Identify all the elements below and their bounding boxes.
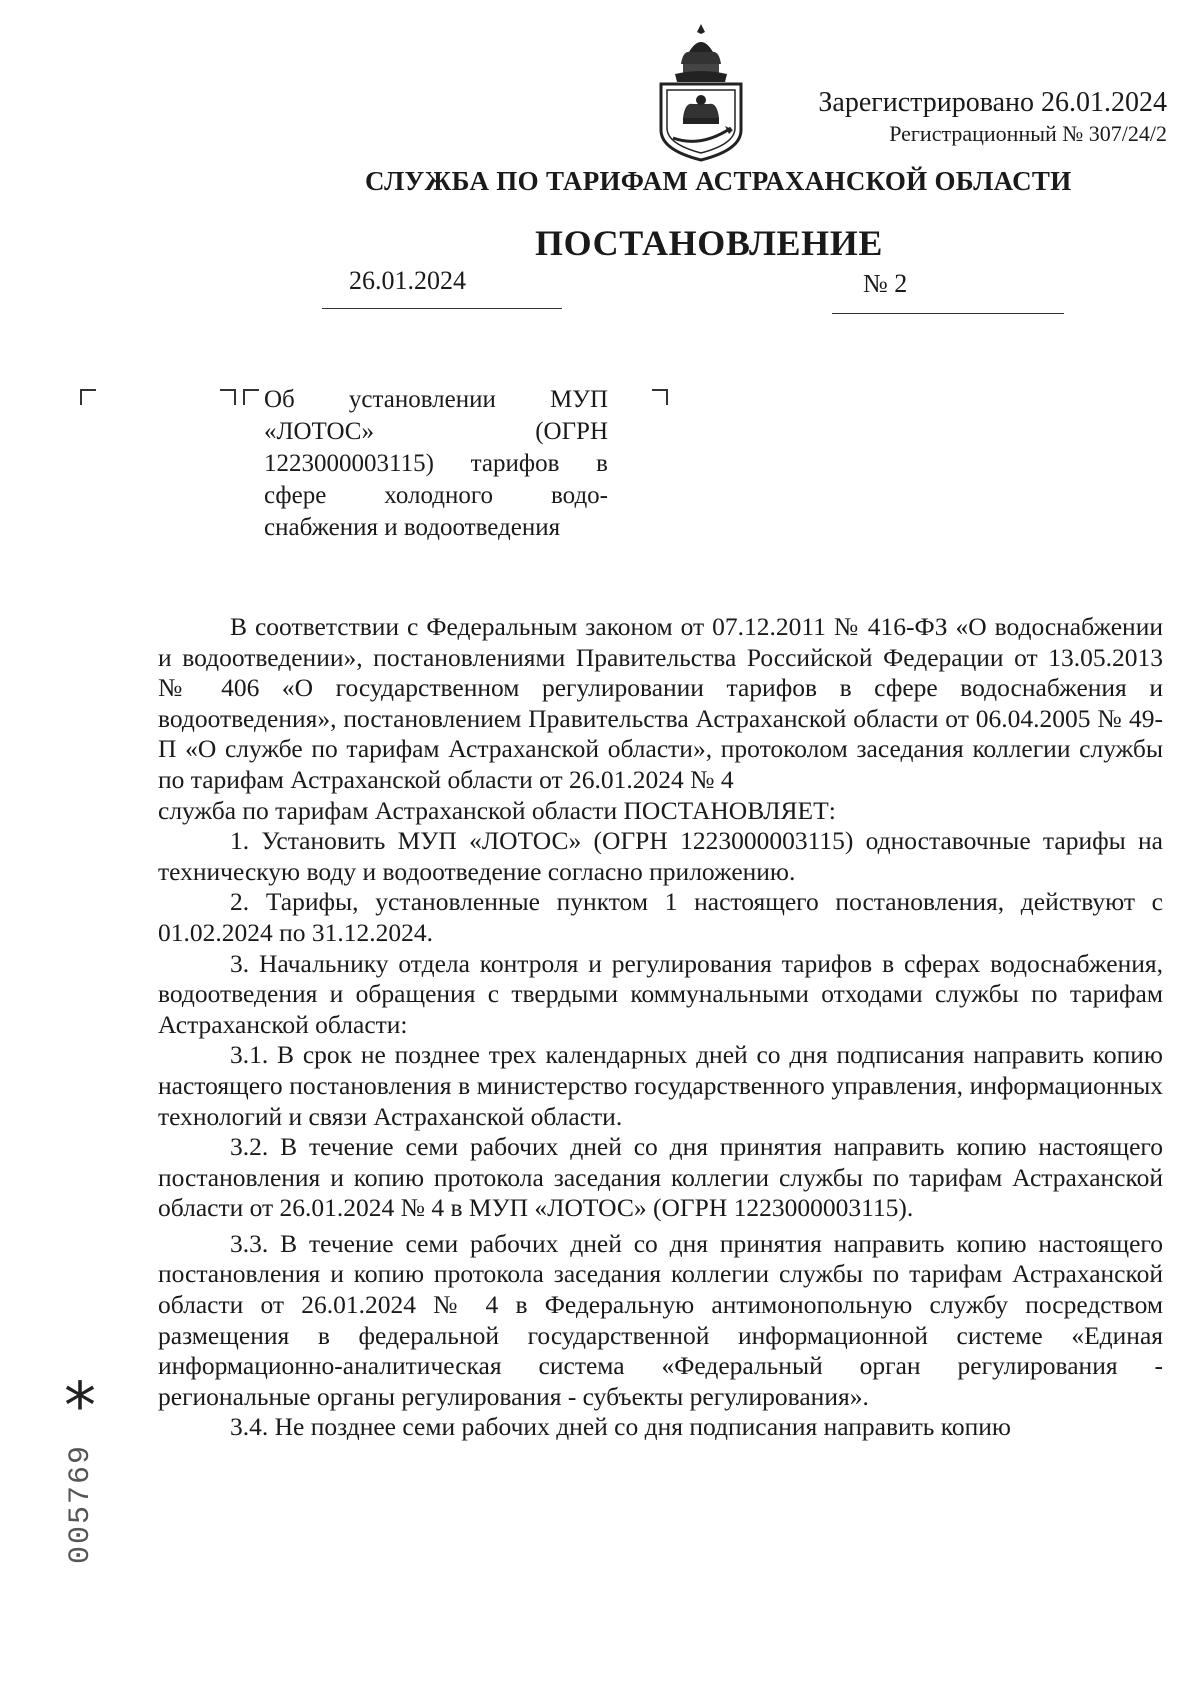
clause-3-4: 3.4. Не позднее семи рабочих дней со дня подписания направить копию [230,1412,1011,1442]
document-number: № 2 [863,269,908,298]
corner-bracket-mid-right [220,389,236,405]
document-type-title: ПОСТАНОВЛЕНИЕ [535,223,883,263]
date-underline [322,308,562,309]
preamble-paragraph: В соответствии с Федеральным законом от 07.12.2011 № 416-ФЗ «О водоснабжении и водоотведении», постановлениями Правительства Российской Федерации от 13.05.2013 № 406 «О государственном регулировании тарифов в сфере водоснабжения и водоотведения», постановлением Правительства Астраханской области от 06.04.2005 № 49-П «О службе по тарифам Астраханской области», протоколом заседания коллегии службы по тарифам Астраханской области от 26.01.2024 № 4 [158,612,1163,794]
star-mark: * [64,1370,96,1444]
subject-line: «ЛОТОС» (ОГРН [264,418,608,445]
serial-stamp [58,1370,106,1615]
subject-line: снабжения и водоотведения [264,514,561,541]
registration-stamp [818,86,1167,148]
subject-line: Об установлении МУП [264,386,608,413]
document-subject [264,384,608,544]
registration-number: Регистрационный № 307/24/2 [889,121,1167,146]
resolution-statement: служба по тарифам Астраханской области ПОСТАНОВЛЯЕТ: [158,795,836,825]
subject-line: 1223000003115) тарифов в [264,450,608,477]
coat-of-arms-icon [653,22,749,162]
document-body [158,612,1163,1443]
corner-bracket-left [80,389,96,405]
number-underline [832,313,1064,314]
corner-bracket-mid-left [243,389,259,405]
registration-date: Зарегистрировано 26.01.2024 [818,87,1167,118]
clause-1: 1. Установить МУП «ЛОТОС» (ОГРН 1223000003115) одноставочные тарифы на техническую воду и водоотведение согласно приложению. [158,826,1163,886]
document-date: 26.01.2024 [349,266,466,295]
clause-2: 2. Тарифы, установленные пунктом 1 настоящего постановления, действуют с 01.02.2024 по 31.12.2024. [158,887,1163,947]
subject-line: сфере холодного водо- [264,482,608,509]
clause-3-3: 3.3. В течение семи рабочих дней со дня принятия направить копию настоящего постановления и копию протокола заседания коллегии службы по тарифам Астраханской области от 26.01.2024 № 4 в Федеральную антимонопольную службу посредством размещения в федеральной государственной информационной системе «Единая информационно-аналитическая система «Федеральный орган регулирования - региональные органы регулирования - субъекты регулирования». [158,1228,1163,1411]
clause-3: 3. Начальнику отдела контроля и регулирования тарифов в сферах водоснабжения, водоотведения и обращения с твердыми коммунальными отходами службы по тарифам Астраханской области: [158,948,1163,1039]
clause-3-1: 3.1. В срок не позднее трех календарных дней со дня подписания направить копию настоящего постановления в министерство государственного управления, информационных технологий и связи Астраханской области. [158,1040,1163,1131]
organization-title: СЛУЖБА ПО ТАРИФАМ АСТРАХАНСКОЙ ОБЛАСТИ [365,166,1072,196]
clause-3-2: 3.2. В течение семи рабочих дней со дня принятия направить копию настоящего постановления и копию протокола заседания коллегии службы по тарифам Астраханской области от 26.01.2024 № 4 в МУП «ЛОТОС» (ОГРН 1223000003115). [158,1132,1163,1223]
corner-bracket-right [652,389,668,405]
serial-number: 005769 [64,1443,98,1565]
